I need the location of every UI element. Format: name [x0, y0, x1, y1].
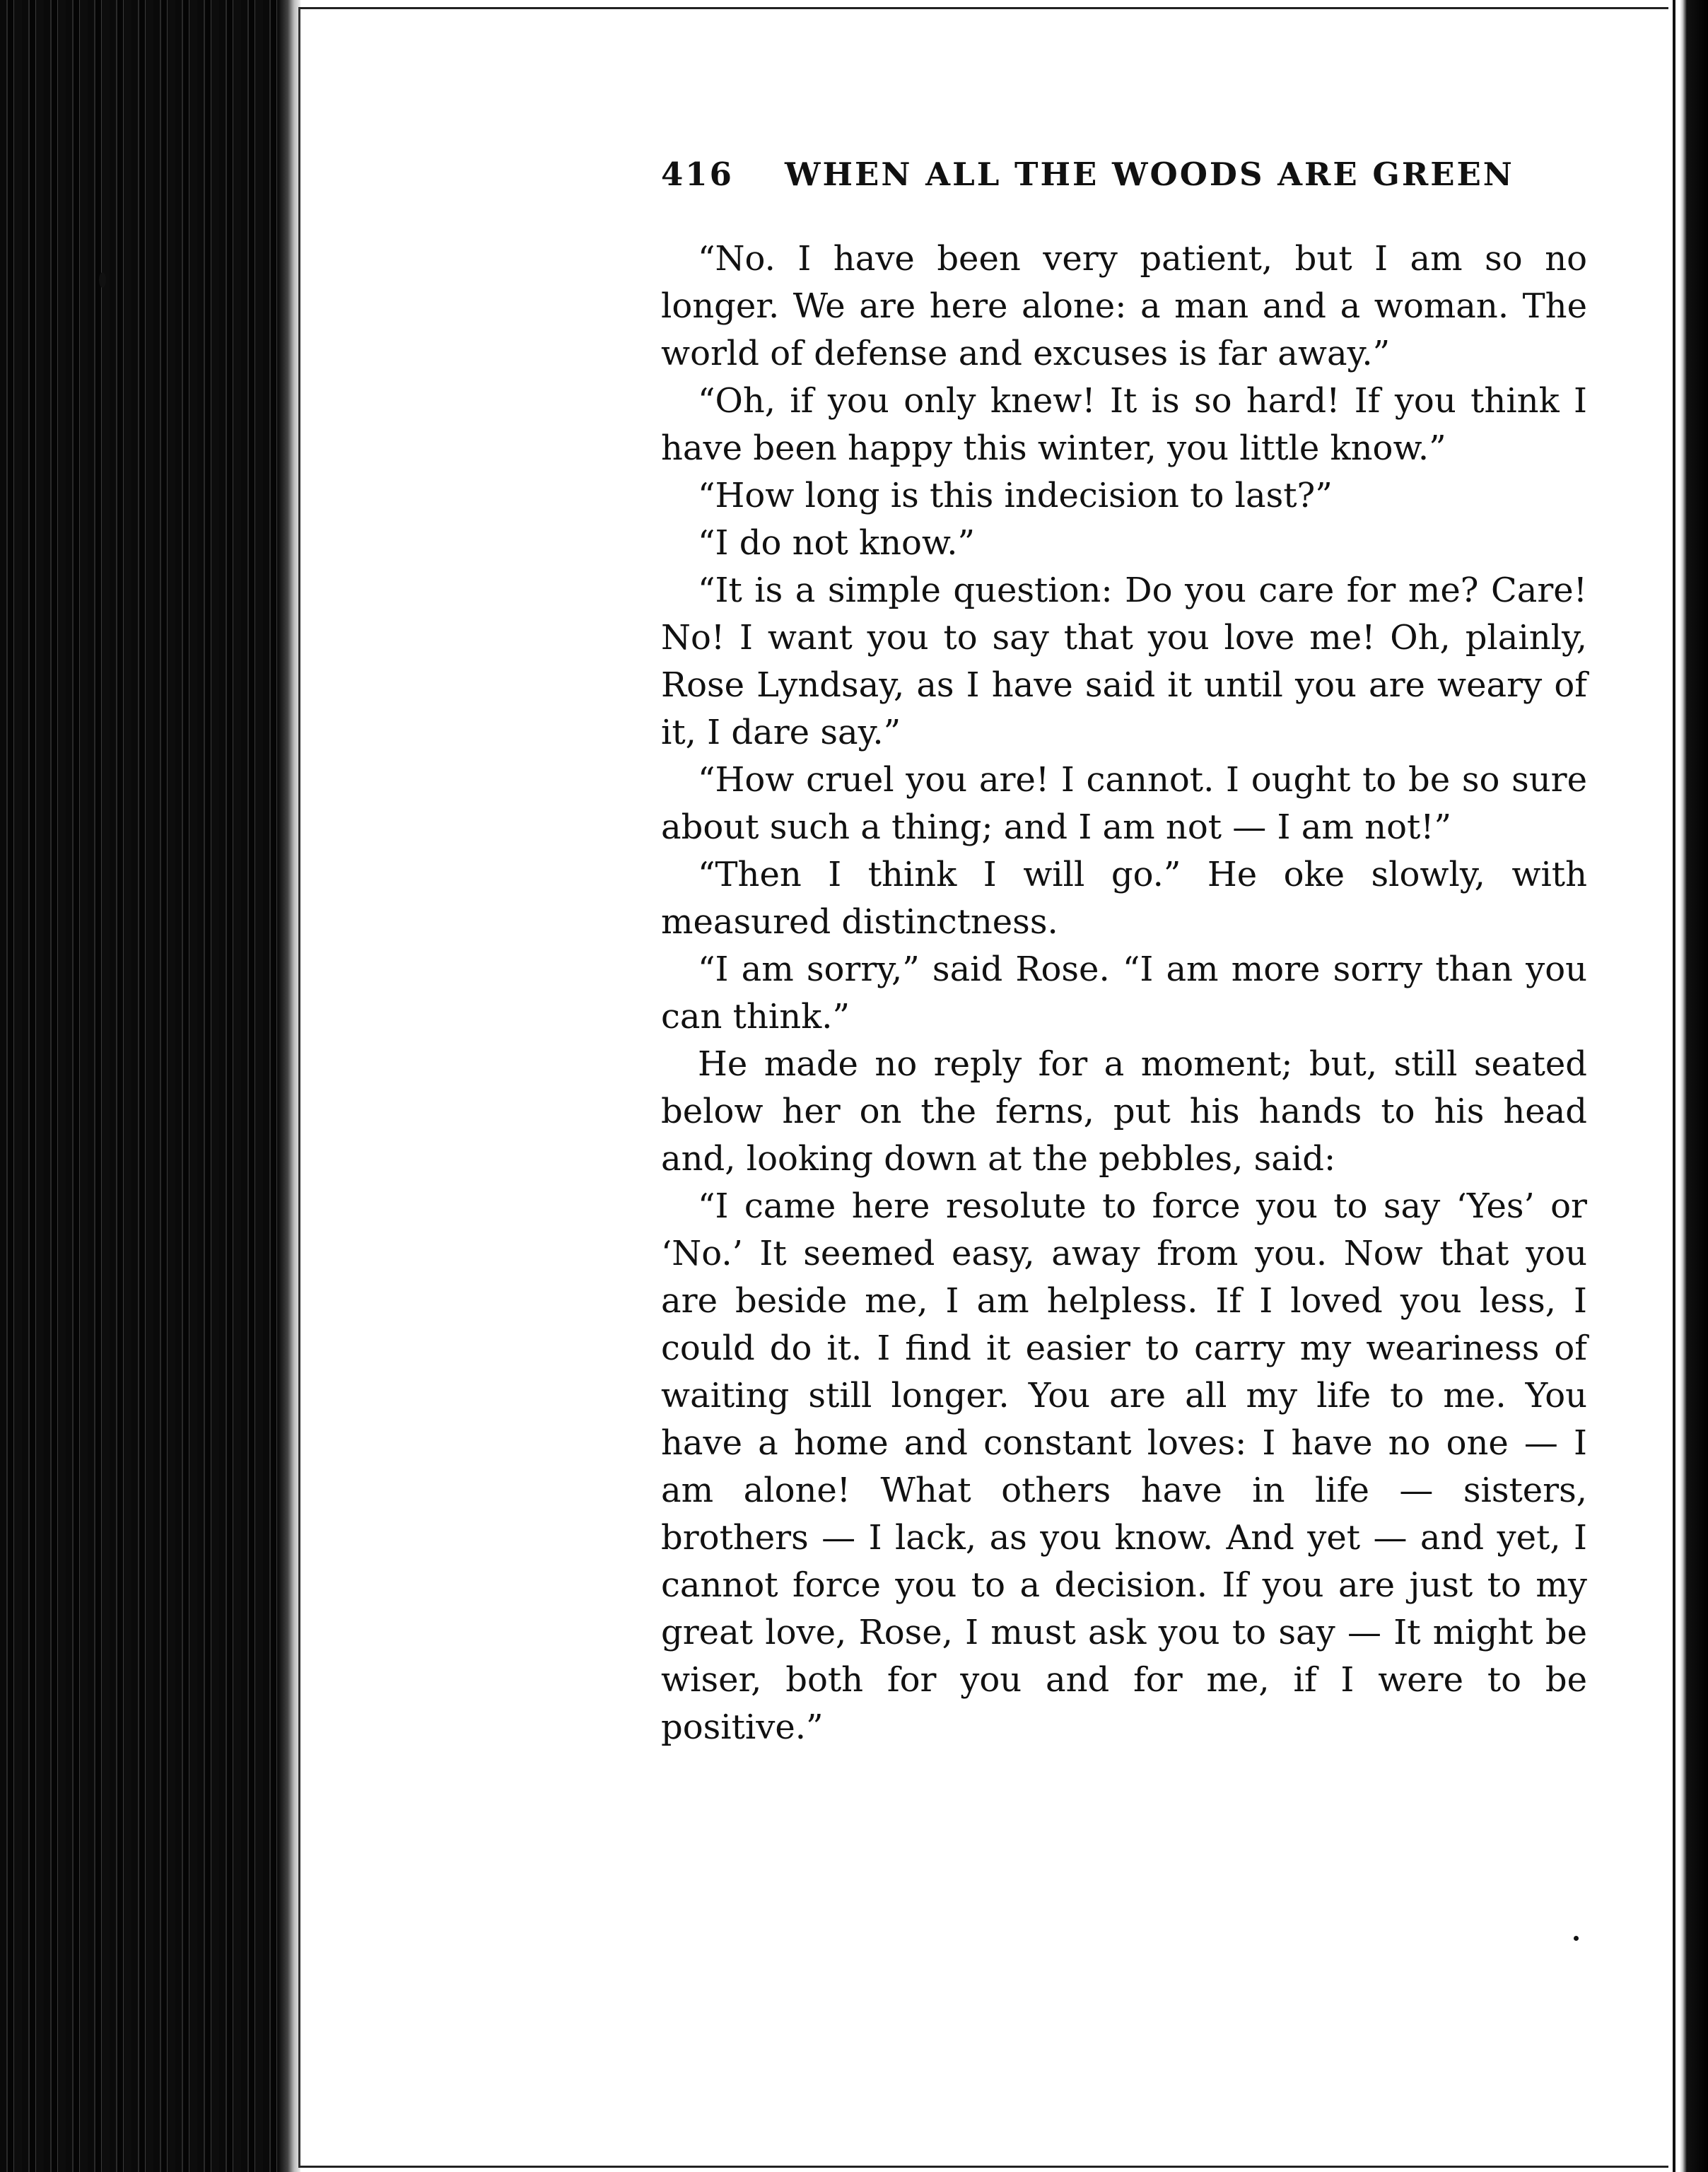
- ink-speck: [99, 272, 106, 288]
- page-body: [661, 235, 1587, 1751]
- right-page-edge-line: [1673, 0, 1675, 2172]
- page-number: 416: [661, 156, 734, 193]
- running-title: WHEN ALL THE WOODS ARE GREEN: [785, 156, 1514, 193]
- paragraph: “Then I think I will go.” He oke slowly, with measured distinctness.: [661, 855, 1587, 942]
- book-spine: [0, 0, 300, 2172]
- spine-edge-shadow: [279, 0, 300, 2172]
- paragraph: “How long is this indecision to last?”: [698, 476, 1333, 515]
- right-edge-shadow: [1680, 0, 1708, 2172]
- paragraph: “It is a simple question: Do you care for me? Care! No! I want you to say that you love me! Oh, plainly, Rose Lyndsay, as I have said it until you are weary of it, I dare say.”: [661, 571, 1587, 752]
- ink-speck: [1574, 1936, 1579, 1941]
- running-header: [661, 156, 1580, 193]
- paragraph: “No. I have been very patient, but I am so no longer. We are here alone: a man and a woman. The world of defense and excuses is far away.”: [661, 239, 1587, 373]
- paragraph: He made no reply for a moment; but, still seated below her on the ferns, put his hands to his head and, looking down at the pebbles, said:: [661, 1044, 1587, 1179]
- paragraph: “I do not know.”: [698, 523, 976, 563]
- paragraph: “I am sorry,” said Rose. “I am more sorry than you can think.”: [661, 950, 1587, 1037]
- paragraph: “I came here resolute to force you to say ‘Yes’ or ‘No.’ It seemed easy, away from you. Now that you are beside me, I am helpless. If I loved you less, I could do it. I find it easier to carry my weariness of waiting still longer. You are all my life to me. You have a home and constant loves: I have no one — I am alone! What others have in life — sisters, brothers — I lack, as you know. And yet — and yet, I cannot force you to a decision. If you are just to my great love, Rose, I must ask you to say — It might be wiser, both for you and for me, if I were to be positive.”: [661, 1186, 1587, 1747]
- paragraph: “Oh, if you only knew! It is so hard! If you think I have been happy this winter, you little know.”: [661, 381, 1587, 468]
- paragraph: “How cruel you are! I cannot. I ought to be so sure about such a thing; and I am not — I am not!”: [661, 760, 1587, 847]
